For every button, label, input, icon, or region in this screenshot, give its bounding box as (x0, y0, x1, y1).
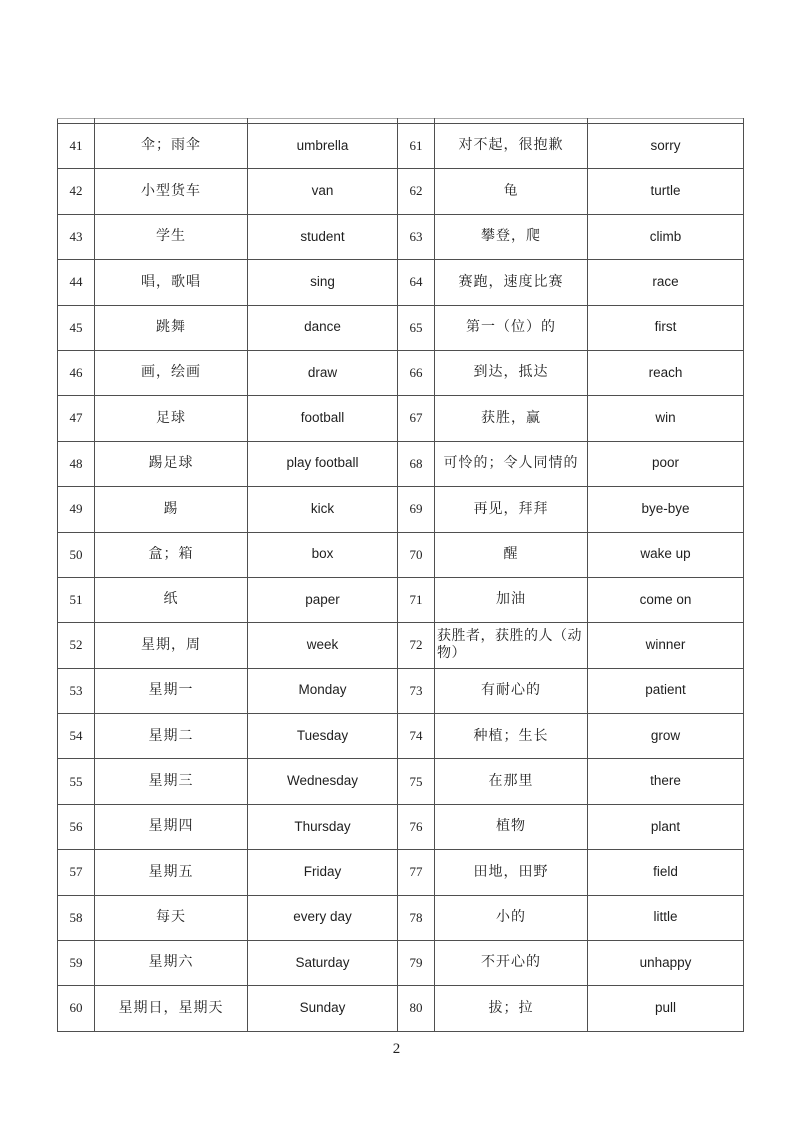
table-row (58, 941, 744, 986)
table-row (58, 759, 744, 804)
row-number-cell: 55 (58, 759, 95, 804)
row-number-cell: 75 (398, 759, 435, 804)
english-word-cell: sorry (588, 124, 744, 169)
row-number-cell: 63 (398, 214, 435, 259)
english-word-cell: play football (248, 441, 398, 486)
chinese-meaning-cell: 盒；箱 (95, 532, 248, 577)
row-number-cell: 68 (398, 441, 435, 486)
row-number-cell: 77 (398, 850, 435, 895)
english-word-cell: Monday (248, 668, 398, 713)
chinese-meaning-cell: 踢足球 (95, 441, 248, 486)
row-number-cell: 73 (398, 668, 435, 713)
row-number-cell: 50 (58, 532, 95, 577)
english-word-cell: kick (248, 487, 398, 532)
chinese-meaning-cell: 田地，田野 (435, 850, 588, 895)
english-word-cell: paper (248, 577, 398, 622)
table-row (58, 850, 744, 895)
chinese-meaning-cell: 有耐心的 (435, 668, 588, 713)
row-number-cell: 66 (398, 350, 435, 395)
chinese-meaning-cell: 星期二 (95, 714, 248, 759)
table-row (58, 895, 744, 940)
english-word-cell: win (588, 396, 744, 441)
english-word-cell: Thursday (248, 804, 398, 849)
english-word-cell: poor (588, 441, 744, 486)
english-word-cell: dance (248, 305, 398, 350)
chinese-meaning-cell: 纸 (95, 577, 248, 622)
table-row (58, 350, 744, 395)
row-number-cell: 72 (398, 623, 435, 668)
chinese-meaning-cell: 星期四 (95, 804, 248, 849)
english-word-cell: Tuesday (248, 714, 398, 759)
row-number-cell: 46 (58, 350, 95, 395)
row-number-cell: 69 (398, 487, 435, 532)
chinese-meaning-cell: 踢 (95, 487, 248, 532)
english-word-cell: come on (588, 577, 744, 622)
table-row (58, 305, 744, 350)
english-word-cell: first (588, 305, 744, 350)
english-word-cell: Wednesday (248, 759, 398, 804)
row-number-cell: 71 (398, 577, 435, 622)
chinese-meaning-cell: 星期六 (95, 941, 248, 986)
vocabulary-table (57, 118, 744, 1032)
chinese-meaning-cell: 星期一 (95, 668, 248, 713)
english-word-cell: student (248, 214, 398, 259)
english-word-cell: turtle (588, 169, 744, 214)
table-row (58, 668, 744, 713)
chinese-meaning-cell: 学生 (95, 214, 248, 259)
row-number-cell: 54 (58, 714, 95, 759)
chinese-meaning-cell: 小的 (435, 895, 588, 940)
english-word-cell: Saturday (248, 941, 398, 986)
row-number-cell: 45 (58, 305, 95, 350)
english-word-cell: climb (588, 214, 744, 259)
english-word-cell: every day (248, 895, 398, 940)
chinese-meaning-cell: 龟 (435, 169, 588, 214)
row-number-cell: 51 (58, 577, 95, 622)
row-number-cell: 65 (398, 305, 435, 350)
english-word-cell: reach (588, 350, 744, 395)
row-number-cell: 41 (58, 124, 95, 169)
chinese-meaning-cell: 到达，抵达 (435, 350, 588, 395)
chinese-meaning-cell: 种植；生长 (435, 714, 588, 759)
table-row (58, 441, 744, 486)
english-word-cell: plant (588, 804, 744, 849)
chinese-meaning-cell: 星期日，星期天 (95, 986, 248, 1031)
english-word-cell: week (248, 623, 398, 668)
chinese-meaning-cell: 获胜，赢 (435, 396, 588, 441)
english-word-cell: field (588, 850, 744, 895)
chinese-meaning-cell: 获胜者，获胜的人（动物） (435, 623, 588, 668)
table-row (58, 260, 744, 305)
table-row (58, 577, 744, 622)
chinese-meaning-cell: 在那里 (435, 759, 588, 804)
chinese-meaning-cell: 第一（位）的 (435, 305, 588, 350)
chinese-meaning-cell: 伞；雨伞 (95, 124, 248, 169)
table-row (58, 396, 744, 441)
english-word-cell: umbrella (248, 124, 398, 169)
table-row (58, 986, 744, 1031)
chinese-meaning-cell: 植物 (435, 804, 588, 849)
chinese-meaning-cell: 不开心的 (435, 941, 588, 986)
table-row (58, 214, 744, 259)
row-number-cell: 43 (58, 214, 95, 259)
row-number-cell: 56 (58, 804, 95, 849)
english-word-cell: there (588, 759, 744, 804)
chinese-meaning-cell: 每天 (95, 895, 248, 940)
row-number-cell: 57 (58, 850, 95, 895)
row-number-cell: 49 (58, 487, 95, 532)
english-word-cell: winner (588, 623, 744, 668)
row-number-cell: 64 (398, 260, 435, 305)
table-row (58, 714, 744, 759)
table-row (58, 487, 744, 532)
english-word-cell: bye-bye (588, 487, 744, 532)
chinese-meaning-cell: 加油 (435, 577, 588, 622)
english-word-cell: van (248, 169, 398, 214)
row-number-cell: 47 (58, 396, 95, 441)
table-row (58, 623, 744, 668)
english-word-cell: wake up (588, 532, 744, 577)
english-word-cell: grow (588, 714, 744, 759)
row-number-cell: 59 (58, 941, 95, 986)
english-word-cell: football (248, 396, 398, 441)
chinese-meaning-cell: 唱，歌唱 (95, 260, 248, 305)
english-word-cell: Friday (248, 850, 398, 895)
chinese-meaning-cell: 足球 (95, 396, 248, 441)
row-number-cell: 76 (398, 804, 435, 849)
row-number-cell: 60 (58, 986, 95, 1031)
table-row (58, 169, 744, 214)
english-word-cell: little (588, 895, 744, 940)
row-number-cell: 80 (398, 986, 435, 1031)
chinese-meaning-cell: 对不起，很抱歉 (435, 124, 588, 169)
row-number-cell: 53 (58, 668, 95, 713)
chinese-meaning-cell: 星期，周 (95, 623, 248, 668)
row-number-cell: 62 (398, 169, 435, 214)
chinese-meaning-cell: 再见，拜拜 (435, 487, 588, 532)
row-number-cell: 58 (58, 895, 95, 940)
row-number-cell: 61 (398, 124, 435, 169)
row-number-cell: 74 (398, 714, 435, 759)
row-number-cell: 44 (58, 260, 95, 305)
row-number-cell: 48 (58, 441, 95, 486)
row-number-cell: 52 (58, 623, 95, 668)
chinese-meaning-cell: 赛跑，速度比赛 (435, 260, 588, 305)
english-word-cell: Sunday (248, 986, 398, 1031)
row-number-cell: 42 (58, 169, 95, 214)
english-word-cell: draw (248, 350, 398, 395)
chinese-meaning-cell: 画，绘画 (95, 350, 248, 395)
chinese-meaning-cell: 星期五 (95, 850, 248, 895)
row-number-cell: 70 (398, 532, 435, 577)
english-word-cell: sing (248, 260, 398, 305)
chinese-meaning-cell: 攀登，爬 (435, 214, 588, 259)
english-word-cell: patient (588, 668, 744, 713)
chinese-meaning-cell: 醒 (435, 532, 588, 577)
english-word-cell: box (248, 532, 398, 577)
chinese-meaning-cell: 跳舞 (95, 305, 248, 350)
page-number: 2 (392, 1041, 401, 1057)
chinese-meaning-cell: 小型货车 (95, 169, 248, 214)
table-row (58, 124, 744, 169)
chinese-meaning-cell: 星期三 (95, 759, 248, 804)
row-number-cell: 67 (398, 396, 435, 441)
english-word-cell: race (588, 260, 744, 305)
row-number-cell: 78 (398, 895, 435, 940)
row-number-cell: 79 (398, 941, 435, 986)
table-row (58, 804, 744, 849)
english-word-cell: unhappy (588, 941, 744, 986)
chinese-meaning-cell: 可怜的；令人同情的 (435, 441, 588, 486)
english-word-cell: pull (588, 986, 744, 1031)
table-row (58, 532, 744, 577)
chinese-meaning-cell: 拔；拉 (435, 986, 588, 1031)
